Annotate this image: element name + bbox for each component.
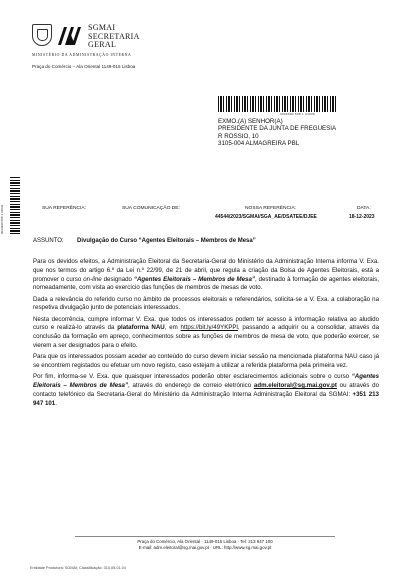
recipient-address [218, 118, 336, 148]
brand-line: GERAL [88, 40, 117, 49]
course-link[interactable]: https://bit.ly/49YKPPl [180, 324, 238, 332]
sua-referencia-label: SUA REFERÊNCIA: [42, 206, 87, 211]
text-run: , passando a adquirir ou a consolidar, através da conclusão da formação em apreço, conhecimentos sobre as funções de membros de mesa de voto, que poderão exercer, se vierem a ser designados para o efeito. [33, 324, 379, 349]
assunto-label: ASSUNTO: [33, 238, 64, 244]
ministry-name: MINISTÉRIO DA ADMINISTRAÇÃO INTERNA [32, 53, 132, 57]
side-barcode-icon [10, 176, 20, 234]
course-name: “Agentes Eleitorais – Membros de Mesa” [133, 275, 255, 283]
recipient-line: PRESIDENTE DA JUNTA DE FREGUESIA [218, 125, 337, 133]
sender-address: Praça do Comércio – Ala Oriental 1149-015 Lisboa [32, 64, 136, 69]
sgmai-logo-icon [58, 25, 84, 45]
letter-body [33, 258, 379, 411]
platform-name: plataforma NAU [117, 324, 165, 332]
data-value: 18-12-2023 [349, 214, 375, 220]
brand-line: SGMAI [88, 23, 116, 32]
footer-divider [75, 536, 335, 537]
paragraph: Dada a relevância do referido curso no âmbito de processos eleitorais e referendários, solicita-se a V. Exa. a colaboração na respetiva divulgação junto de potenciais interessados. [33, 295, 379, 312]
footer [0, 539, 410, 551]
paragraph [33, 258, 379, 293]
paragraph [33, 316, 379, 351]
phone-number: +351 213 947 101 [33, 390, 379, 407]
recipient-line: R ROSSIO, 10 [218, 132, 259, 140]
nossa-referencia-value: 44544/2023/SGMAI/SGA_AE/DSATEE/DJEE [215, 214, 317, 220]
text-run: on-line [83, 275, 102, 283]
brand-name [88, 24, 140, 50]
side-barcode-number: 0023990 508 1 34039 [0, 204, 4, 234]
text-run: . [55, 399, 57, 407]
footer-line: E-mail: adm.eleitoral@sg.mai.gov.pt · URL: http://www.sg.mai.gov.pt [138, 545, 272, 550]
paragraph [33, 373, 379, 408]
assunto-text: Divulgação do Curso “Agentes Eleitorais – Membros de Mesa” [77, 238, 256, 244]
recipient-line: 3105-004 ALMAGREIRA PBL [218, 140, 300, 148]
text-run: ou através do contacto telefónico da Secretaria-Geral do Ministério da Administração Interna Administração Eleitoral da SGMAI: [33, 382, 380, 398]
postal-barcode-icon [218, 96, 336, 112]
course-name: “Agentes Eleitorais – Membros de Mesa” [33, 373, 379, 390]
text-run: Nesta decorrência, cumpre informar V. Exa. que todos os interessados podem ter acesso à informação relativa ao aludido curso e realizá-lo através da [33, 315, 379, 332]
nossa-referencia-label: NOSSA REFERÊNCIA: [245, 206, 297, 211]
text-run: Por fim, informa-se V. Exa. que quaisquer interessados poderão obter esclarecimentos adicionais sobre o curso [33, 373, 352, 381]
paragraph: Para que os interessados possam aceder ao conteúdo do curso devem iniciar sessão na mencionada plataforma NAU caso já se encontrem registados ou efetuar um novo registo, caso estejam a utilizar a referida plataforma pela primeira vez. [33, 353, 379, 370]
email-link[interactable]: adm.eleitoral@sg.mai.gov.pt [253, 382, 337, 390]
text-run: , destinado à formação de agentes eleitorais, nomeadamente, com vista ao exercício das funções de membros de mesas de voto. [33, 275, 379, 292]
data-label: DATA: [357, 206, 371, 211]
classification: Entidade Produtora: SGMAI; Classificação: 310.05.01.04 [30, 566, 126, 570]
brand-line: SECRETARIA [88, 31, 140, 41]
coat-of-arms-icon [32, 24, 52, 46]
recipient-line: EXMO.(A) SENHOR(A) [218, 118, 283, 125]
text-run: , em [164, 324, 181, 332]
text-run: Para os devidos efeitos, a Administração Eleitoral da Secretaria-Geral do Ministério da Administração Interna informa V. Exa. que nos termos do artigo 6.º da Lei n.º 22/99, de 21 de abril, que regula a criação da Bolsa de Agentes Eleitorais, está a promover o curso [33, 258, 379, 283]
sua-comunicacao-label: SUA COMUNICAÇÃO DE: [122, 206, 180, 211]
text-run: , através do endereço de correio eletrónico [128, 382, 254, 390]
text-run: designado [101, 275, 134, 283]
barcode-number: 3009990 508 1 34039 [280, 112, 315, 116]
footer-line: Praça do Comércio, Ala Oriental · 1149-015 Lisboa · Tel: 213 947 100 [137, 539, 273, 544]
